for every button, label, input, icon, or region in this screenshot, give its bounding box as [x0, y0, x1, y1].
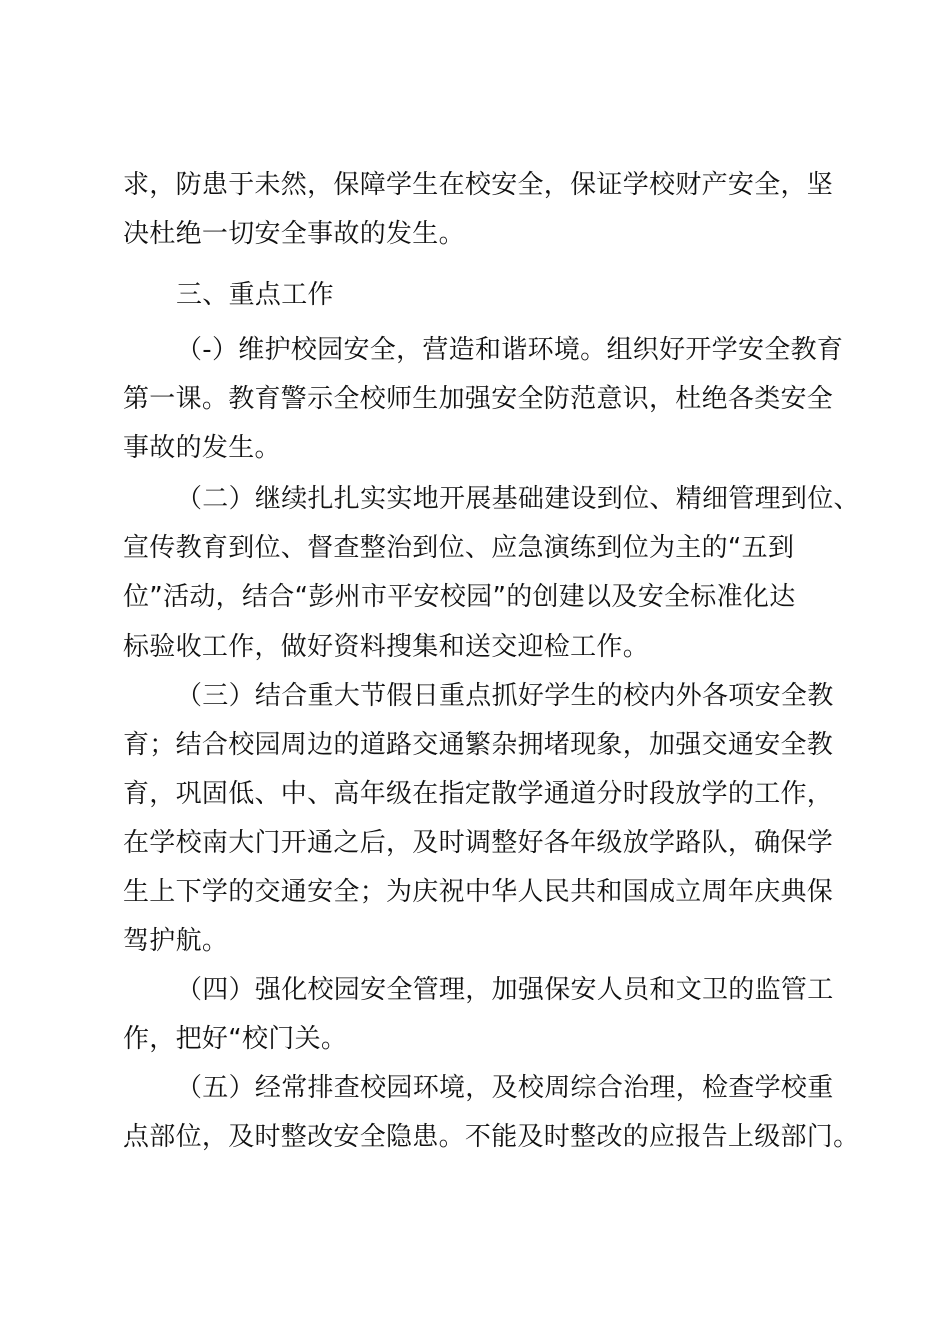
section-heading: 三、重点工作 [176, 280, 334, 310]
paragraph-line: 事故的发生。 [123, 433, 281, 463]
paragraph-line: 宣传教育到位、督查整治到位、应急演练到位为主的“五到 [123, 533, 795, 563]
paragraph-line: 生上下学的交通安全；为庆祝中华人民共和国成立周年庆典保 [123, 877, 834, 907]
paragraph-line: 决杜绝一切安全事故的发生。 [123, 219, 465, 249]
paragraph-line: 第一课。教育警示全校师生加强安全防范意识，杜绝各类安全 [123, 384, 834, 414]
paragraph-line: 位”活动，结合“彭州市平安校园”的创建以及安全标准化达 [123, 582, 796, 612]
paragraph-line: （五）经常排查校园环境，及校周综合治理，检查学校重 [176, 1073, 834, 1103]
paragraph-line: （二）继续扎扎实实地开展基础建设到位、精细管理到位、 [176, 484, 860, 514]
paragraph-line: 求，防患于未然，保障学生在校安全，保证学校财产安全，坚 [123, 170, 834, 200]
paragraph-line: 标验收工作，做好资料搜集和送交迎检工作。 [123, 632, 650, 662]
paragraph-line: （-）维护校园安全，营造和谐环境。组织好开学安全教育 [176, 335, 844, 365]
paragraph-line: （三）结合重大节假日重点抓好学生的校内外各项安全教 [176, 681, 834, 711]
paragraph-line: 育，巩固低、中、高年级在指定散学通道分时段放学的工作， [123, 779, 834, 809]
paragraph-line: 在学校南大门开通之后，及时调整好各年级放学路队，确保学 [123, 828, 834, 858]
paragraph-line: 驾护航。 [123, 926, 229, 956]
paragraph-line: （四）强化校园安全管理，加强保安人员和文卫的监管工 [176, 975, 834, 1005]
paragraph-line: 育；结合校园周边的道路交通繁杂拥堵现象，加强交通安全教 [123, 730, 834, 760]
paragraph-line: 作，把好“校门关。 [123, 1024, 348, 1054]
paragraph-line: 点部位，及时整改安全隐患。不能及时整改的应报告上级部门。 [123, 1122, 860, 1152]
